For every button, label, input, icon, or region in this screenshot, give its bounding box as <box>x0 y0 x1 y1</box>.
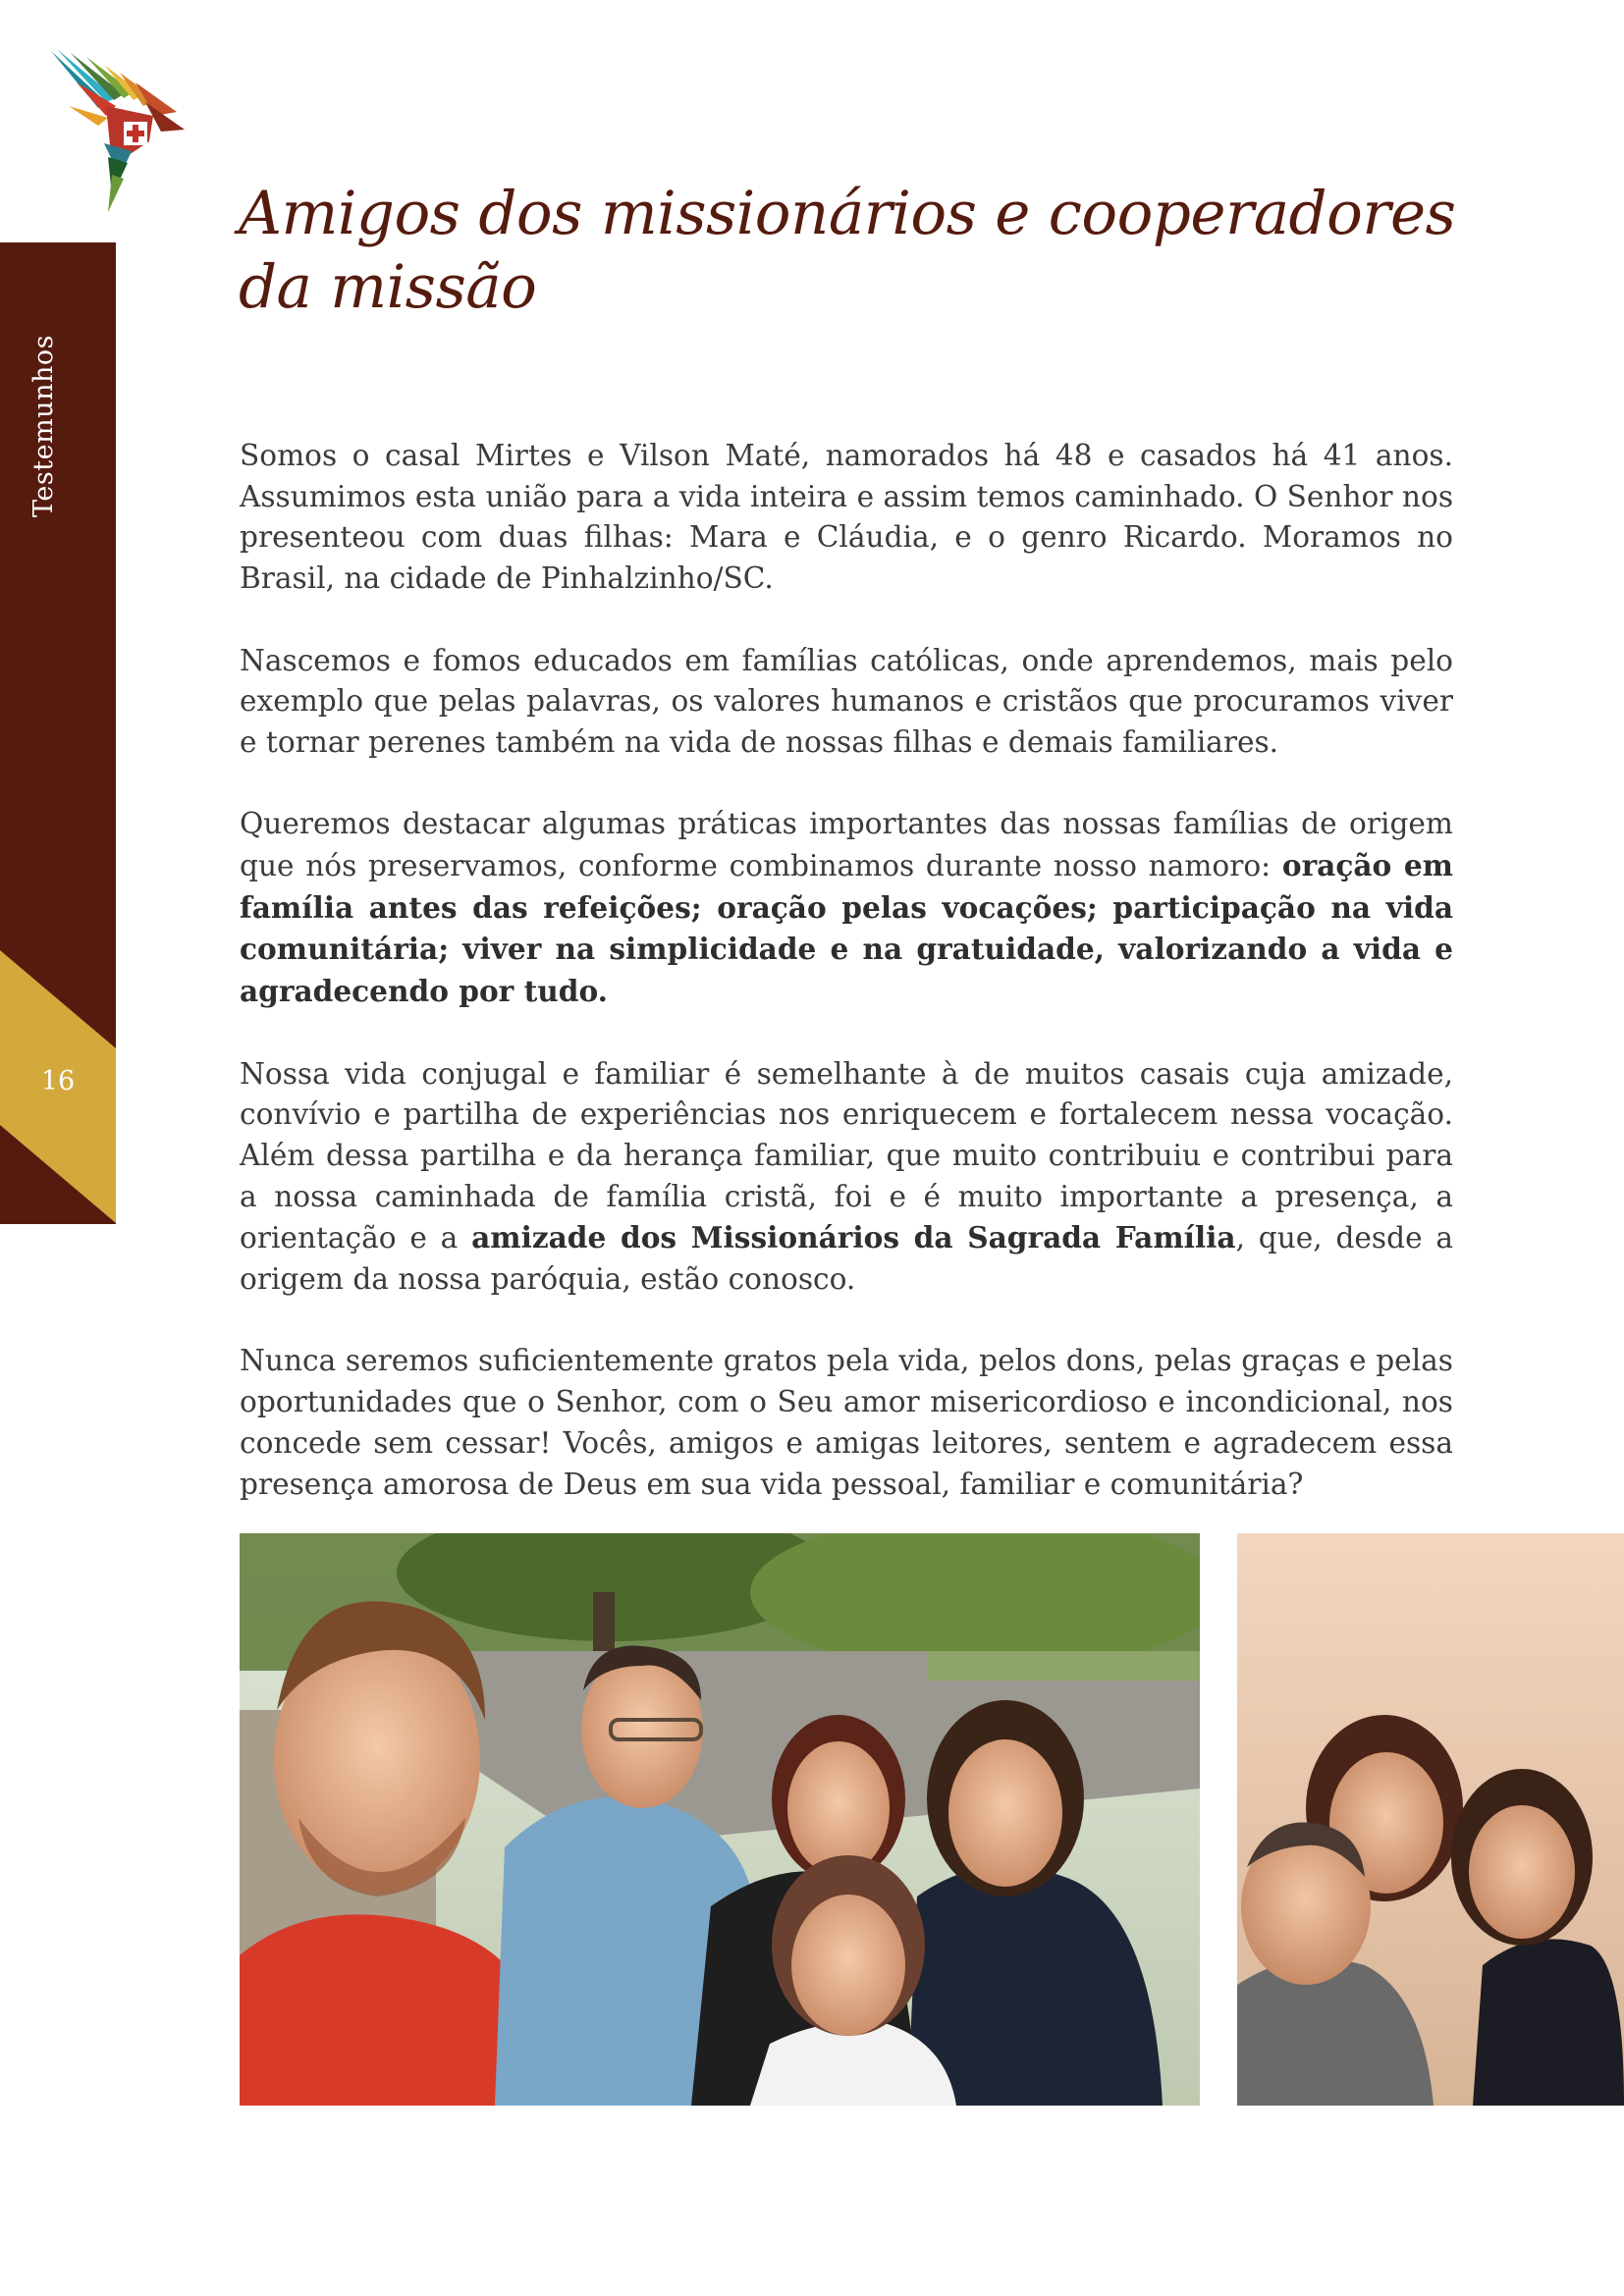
text-segment: Somos o casal Mirtes e Vilson Maté, namorados há 48 e casados há 41 anos. Assumimos esta união para a vida inteira e assim temos caminhado. O Senhor nos presenteou com duas filhas: Mara e Cláudia, e o genro Ricardo. Moramos no Brasil, na cidade de Pinhalzinho/SC. <box>240 439 1453 596</box>
text-segment: Nascemos e fomos educados em famílias católicas, onde aprendemos, mais pelo exemplo que pelas palavras, os valores humanos e cristãos que procuramos viver e tornar perenes também na vida de nossas filhas e demais familiares. <box>240 643 1453 759</box>
bold-text-segment: oração em família antes das refeições; oração pelas vocações; participação na vida comunitária; viver na simplicidade e na gratuidade, valorizando a vida e agradecendo por tudo. <box>240 848 1453 1009</box>
article-title: Amigos dos missionários e cooperadores da missão <box>239 179 1456 322</box>
article-paragraph <box>240 641 1453 764</box>
article-body <box>240 436 1453 1546</box>
article-paragraph <box>240 1341 1453 1505</box>
bold-text-segment: amizade dos Missionários da Sagrada Família <box>471 1220 1236 1255</box>
text-segment: , que, desde a origem da nossa paróquia, estão conosco. <box>240 1221 1454 1297</box>
page-number: 16 <box>40 1066 76 1096</box>
family-indoor-portrait-photo <box>1237 1533 1624 2106</box>
text-segment: Queremos destacar algumas práticas importantes das nossas famílias de origem que nós preservamos, conforme combinamos durante nosso namoro: <box>240 807 1453 882</box>
family-outdoor-selfie-photo <box>240 1533 1200 2106</box>
text-segment: Nossa vida conjugal e familiar é semelhante à de muitos casais cuja amizade, convívio e partilha de experiências nos enriquecem e fortalecem nessa vocação. Além dessa partilha e da herança familiar, que muito contribuiu e contribui para a nossa caminhada de família cristã, foi e é muito importante a presença, a orientação e a <box>240 1056 1453 1255</box>
south-america-cross-logo-icon <box>47 47 187 214</box>
text-segment: Nunca seremos suficientemente gratos pela vida, pelos dons, pelas graças e pelas oportunidades que o Senhor, com o Seu amor misericordioso e incondicional, nos concede sem cessar! Vocês, amigos e amigas leitores, sentem e agradecem essa presença amorosa de Deus em sua vida pessoal, familiar e comunitária? <box>240 1344 1453 1501</box>
article-paragraph <box>240 804 1453 1013</box>
article-paragraph <box>240 436 1453 600</box>
article-paragraph <box>240 1054 1453 1301</box>
